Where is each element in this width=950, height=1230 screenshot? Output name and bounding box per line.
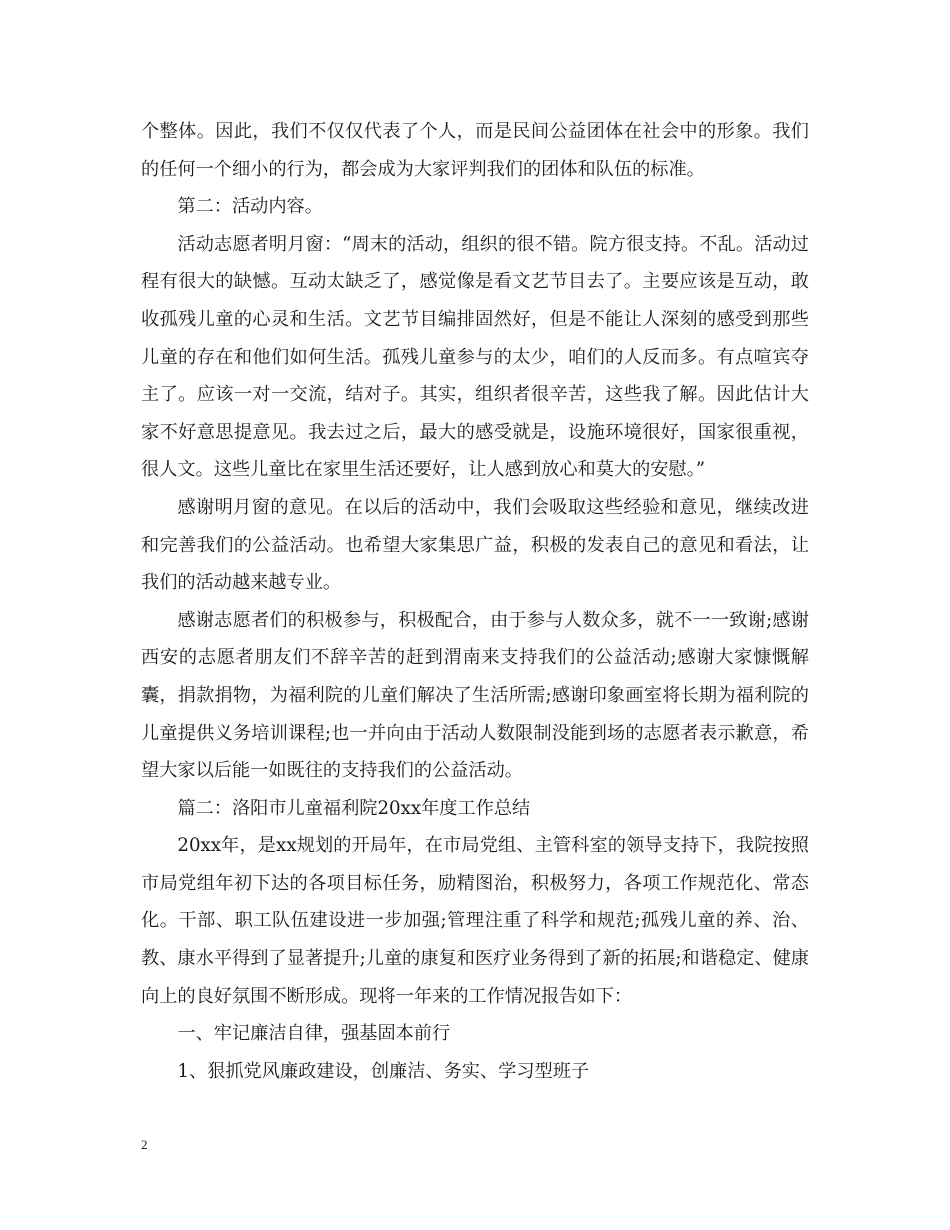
section-heading-activity-content: 第二：活动内容。 xyxy=(177,196,323,218)
paragraph-thanks-volunteers: 感谢志愿者们的积极参与，积极配合，由于参与人数众多，就不一一致谢;感谢西安的志愿者朋友们不辞辛苦的赶到渭南来支持我们的公益活动;感谢大家慷慨解囊，捐款捐物，为福利院的儿童们解决了生活所需;感谢印象画室将长期为福利院的儿童提供义务培训课程;也一并向由于活动人数限制没能到场的志愿者表示歉意，希望大家以后能一如既往的支持我们的公益活动。 xyxy=(141,609,809,782)
paragraph-annual-overview: 20xx年，是xx规划的开局年，在市局党组、主管科室的领导支持下，我院按照市局党组年初下达的各项目标任务，励精图治，积极努力，各项工作规范化、常态化。干部、职工队伍建设进一步加强;管理注重了科学和规范;孤残儿童的养、治、教、康水平得到了显著提升;儿童的康复和医疗业务得到了新的拓展;和谐稳定、健康向上的良好氛围不断形成。现将一年来的工作情况报告如下： xyxy=(141,835,809,1007)
paragraph-volunteer-feedback: 活动志愿者明月窗：“周末的活动，组织的很不错。院方很支持。不乱。活动过程有很大的缺憾。互动太缺乏了，感觉像是看文艺节目去了。主要应该是互动，敢收孤残儿童的心灵和生活。文艺节目编排固然好，但是不能让人深刻的感受到那些儿童的存在和他们如何生活。孤残儿童参与的太少，咱们的人反而多。有点喧宾夺主了。应该一对一交流，结对子。其实，组织者很辛苦，这些我了解。因此估计大家不好意思提意见。我去过之后，最大的感受就是，设施环境很好，国家很重视，很人文。这些儿童比在家里生活还要好，让人感到放心和莫大的安慰。” xyxy=(141,233,809,481)
page-number: 2 xyxy=(141,1137,148,1152)
subsection-heading-1-1: 1、狠抓党风廉政建设，创廉洁、务实、学习型班子 xyxy=(177,1060,590,1082)
paragraph-continuation: 个整体。因此，我们不仅仅代表了个人，而是民间公益团体在社会中的形象。我们的任何一个细小的行为，都会成为大家评判我们的团体和队伍的标准。 xyxy=(141,121,809,180)
section-heading-1: 一、牢记廉洁自律，强基固本前行 xyxy=(177,1023,451,1045)
paragraph-thanks-feedback: 感谢明月窗的意见。在以后的活动中，我们会吸取这些经验和意见，继续改进和完善我们的公益活动。也希望大家集思广益，积极的发表自己的意见和看法，让我们的活动越来越专业。 xyxy=(141,496,809,594)
article-title: 篇二：洛阳市儿童福利院20xx年度工作总结 xyxy=(177,797,531,819)
document-body xyxy=(141,113,809,1090)
